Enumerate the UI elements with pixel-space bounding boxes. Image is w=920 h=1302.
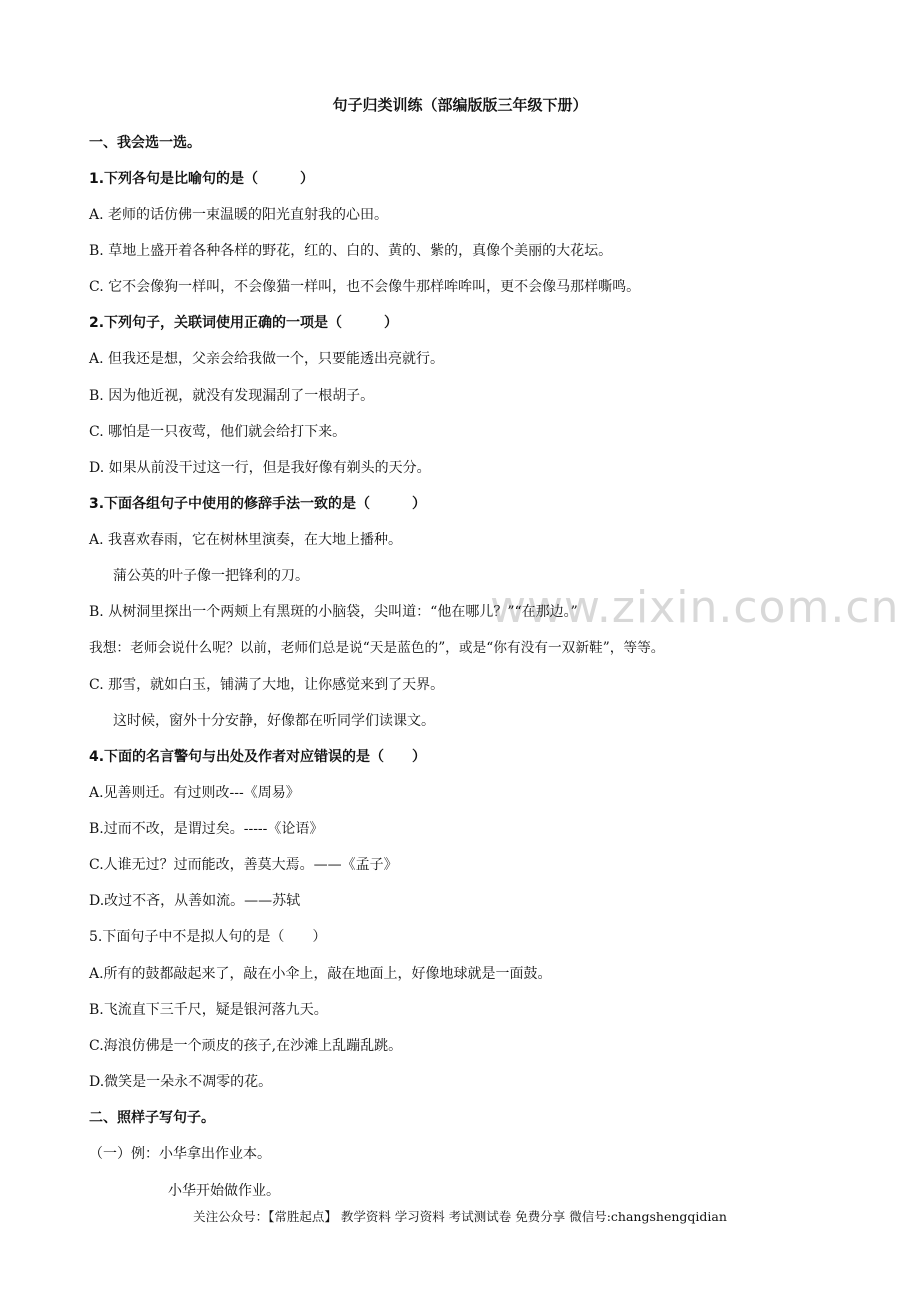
question-4-option-d: D.改过不吝，从善如流。——苏轼 [89, 893, 301, 909]
question-1-option-c: C. 它不会像狗一样叫，不会像猫一样叫，也不会像牛那样哞哞叫，更不会像马那样嘶鸣。 [89, 279, 641, 295]
question-3-option-b-line2: 我想：老师会说什么呢？以前，老师们总是说“天是蓝色的”，或是“你有没有一双新鞋”，等等。 [89, 640, 665, 656]
question-5-option-b: B.飞流直下三千尺，疑是银河落九天。 [89, 1002, 328, 1018]
question-3-option-a-line2: 蒲公英的叶子像一把锋利的刀。 [113, 568, 309, 584]
question-3-option-c-line2: 这时候，窗外十分安静，好像都在听同学们读课文。 [113, 713, 435, 729]
question-3-option-c-line1: C. 那雪，就如白玉，铺满了大地，让你感觉来到了天界。 [89, 677, 445, 693]
question-2-option-d: D. 如果从前没干过这一行，但是我好像有剃头的天分。 [89, 460, 431, 476]
question-3-option-b-line1: B. 从树洞里探出一个两颊上有黑斑的小脑袋，尖叫道：“他在哪儿？”“在那边。” [89, 604, 578, 620]
question-3-option-a-line1: A. 我喜欢春雨，它在树林里演奏，在大地上播种。 [89, 532, 403, 548]
question-2-option-c: C. 哪怕是一只夜莺，他们就会给打下来。 [89, 424, 347, 440]
page-footer: 关注公众号：【常胜起点】 教学资料 学习资料 考试测试卷 免费分享 微信号:changshengqidian [193, 1209, 727, 1224]
watermark: www.zixin.com.cn [490, 582, 900, 633]
question-1-stem: 1.下列各句是比喻句的是（ ） [89, 171, 315, 187]
question-4-stem: 4.下面的名言警句与出处及作者对应错误的是（ ） [89, 749, 427, 765]
question-2-stem: 2.下列句子，关联词使用正确的一项是（ ） [89, 315, 399, 331]
example-1-label: （一）例：小华拿出作业本。 [89, 1146, 271, 1162]
question-4-option-a: A.见善则迁。有过则改---《周易》 [89, 785, 300, 801]
question-1-option-a: A. 老师的话仿佛一束温暖的阳光直射我的心田。 [89, 207, 389, 223]
question-5-option-c: C.海浪仿佛是一个顽皮的孩子,在沙滩上乱蹦乱跳。 [89, 1038, 403, 1054]
question-5-stem: 5.下面句子中不是拟人句的是（ ） [89, 929, 327, 945]
question-4-option-c: C.人谁无过？过而能改，善莫大焉。——《孟子》 [89, 857, 398, 873]
question-3-stem: 3.下面各组句子中使用的修辞手法一致的是（ ） [89, 496, 427, 512]
question-5-option-d: D.微笑是一朵永不凋零的花。 [89, 1074, 273, 1090]
question-2-option-a: A. 但我还是想，父亲会给我做一个，只要能透出亮就行。 [89, 351, 445, 367]
example-1-line2: 小华开始做作业。 [168, 1183, 280, 1199]
section-heading-2: 二、照样子写句子。 [89, 1110, 215, 1126]
question-2-option-b: B. 因为他近视，就没有发现漏刮了一根胡子。 [89, 388, 375, 404]
question-4-option-b: B.过而不改，是谓过矣。-----《论语》 [89, 821, 324, 837]
question-5-option-a: A.所有的鼓都敲起来了，敲在小伞上，敲在地面上，好像地球就是一面鼓。 [89, 966, 552, 982]
section-heading-1: 一、我会选一选。 [89, 135, 201, 151]
question-1-option-b: B. 草地上盛开着各种各样的野花，红的、白的、黄的、紫的，真像个美丽的大花坛。 [89, 243, 613, 259]
page-title: 句子归类训练（部编版版三年级下册） [332, 96, 588, 114]
